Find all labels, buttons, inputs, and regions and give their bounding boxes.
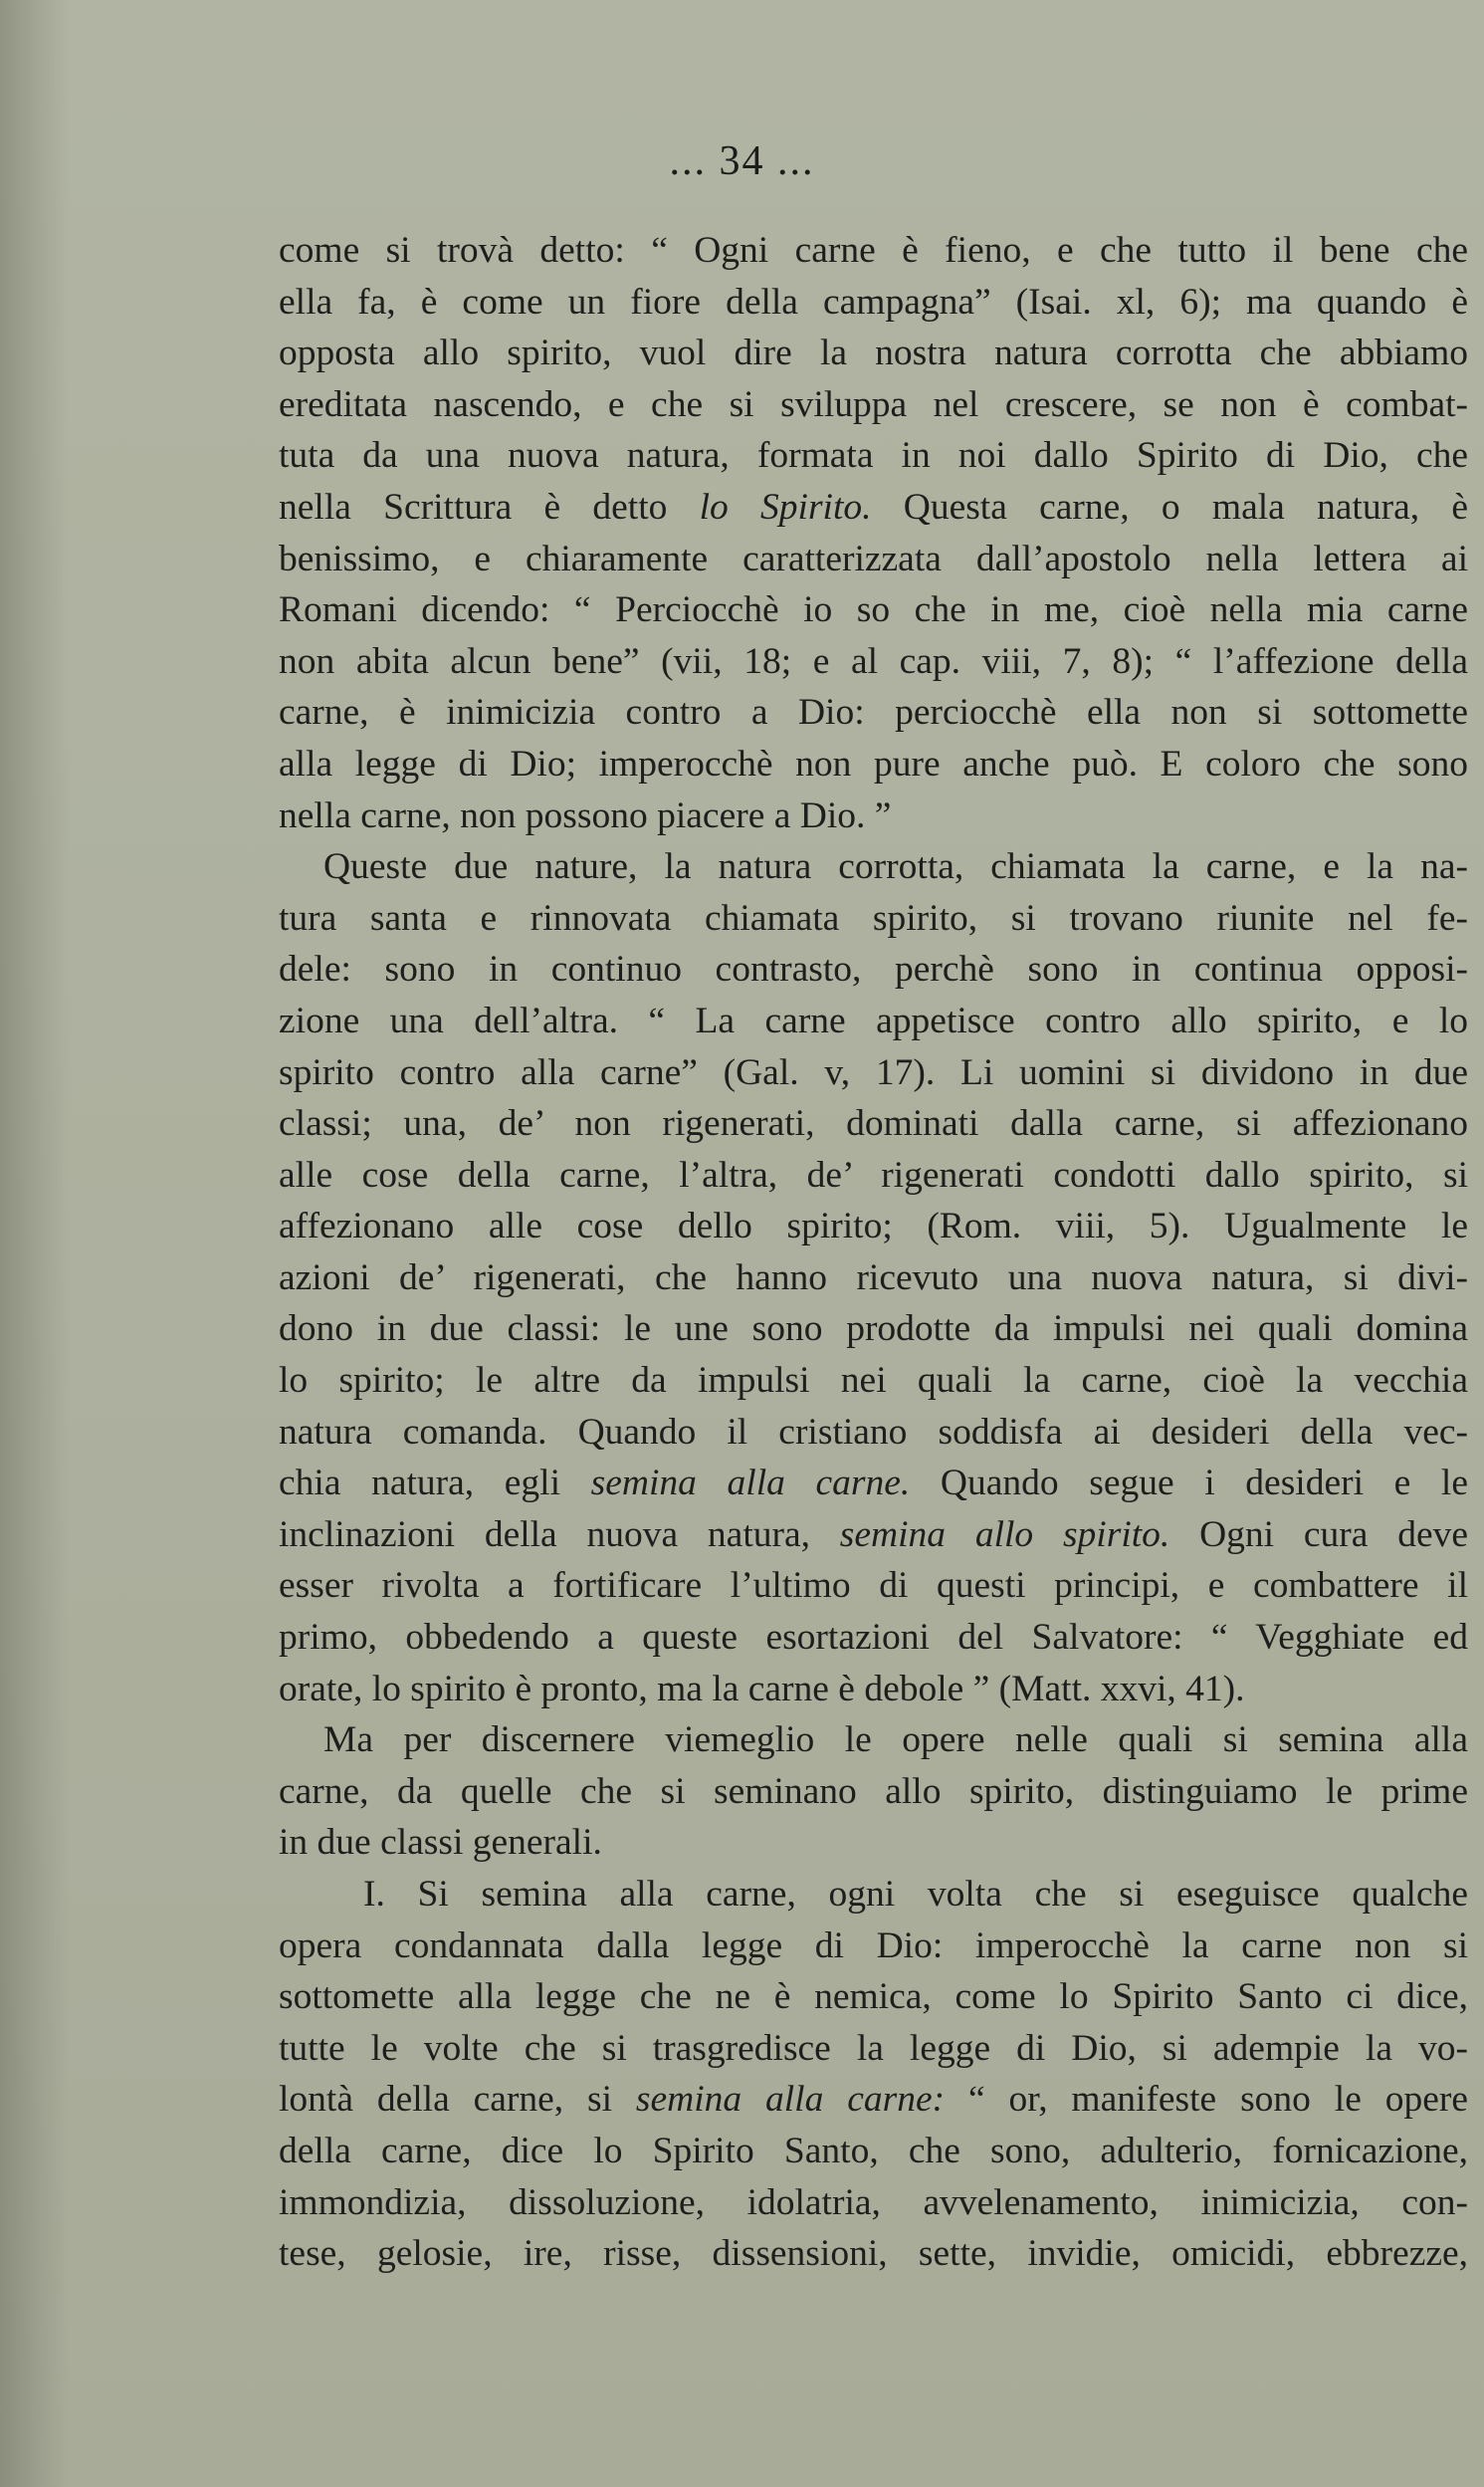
text-line <box>279 482 1468 534</box>
text-line: I. Si semina alla carne, ogni volta che si eseguisce qualche <box>363 1874 1468 1915</box>
text-line: tura santa e rinnovata chiamata spirito, si trovano riunite nel fe- <box>279 897 1468 939</box>
text-line: dono in due classi: le une sono prodotte da impulsi nei quali domina <box>279 1308 1468 1350</box>
italic-text: lo Spirito. <box>699 486 872 528</box>
text-line: immondizia, dissoluzione, idolatria, avvelenamento, inimicizia, con- <box>279 2181 1468 2223</box>
text-line: tuta da una nuova natura, formata in noi dallo Spirito di Dio, che <box>279 435 1468 477</box>
text-line <box>279 1458 1468 1509</box>
text-line: alla legge di Dio; imperocchè non pure anche può. E coloro che sono <box>279 743 1468 785</box>
text-segment: chia natura, egli <box>279 1463 591 1504</box>
text-line: carne, da quelle che si seminano allo spirito, distinguiamo le prime <box>279 1770 1468 1812</box>
text-line: tutte le volte che si trasgredisce la legge di Dio, si adempie la vo- <box>279 2027 1468 2069</box>
text-segment: inclinazioni della nuova natura, <box>279 1513 840 1555</box>
text-line: primo, obbedendo a queste esortazioni del Salvatore: “ Vegghiate ed <box>279 1617 1468 1659</box>
text-line: Queste due nature, la natura corrotta, chiamata la carne, e la na- <box>323 846 1468 888</box>
text-segment: lontà della carne, si <box>279 2079 636 2121</box>
text-segment: Quando segue i desideri e le <box>910 1463 1468 1504</box>
text-segment: Questa carne, o mala natura, è <box>871 486 1468 528</box>
text-line: alle cose della carne, l’altra, de’ rigenerati condotti dallo spirito, si <box>279 1154 1468 1196</box>
text-line: Ma per discernere viemeglio le opere nelle quali si semina alla <box>323 1719 1468 1761</box>
page-gutter-shadow <box>0 0 70 2487</box>
italic-text: semina alla carne: <box>635 2079 946 2121</box>
text-line: carne, è inimicizia contro a Dio: perciocchè ella non si sottomette <box>279 692 1468 734</box>
text-segment: nella Scrittura è detto <box>279 486 700 528</box>
text-line: orate, lo spirito è pronto, ma la carne è debole ” (Matt. xxvi, 41). <box>279 1668 1245 1709</box>
text-line: classi; una, de’ non rigenerati, dominati dalla carne, si affezionano <box>279 1103 1468 1145</box>
text-line: non abita alcun bene” (vii, 18; e al cap. viii, 7, 8); “ l’affezione della <box>279 640 1468 682</box>
body-text <box>279 225 1468 2280</box>
text-line: ereditata nascendo, e che si sviluppa nel crescere, se non è combat- <box>279 383 1468 425</box>
text-line: nella carne, non possono piacere a Dio. ” <box>279 794 892 836</box>
text-line: tese, gelosie, ire, risse, dissensioni, sette, invidie, omicidi, ebbrezze, <box>279 2233 1468 2275</box>
text-line: zione una dell’altra. “ La carne appetisce contro allo spirito, e lo <box>279 1000 1468 1041</box>
text-line: in due classi generali. <box>279 1822 602 1864</box>
text-line: della carne, dice lo Spirito Santo, che sono, adulterio, fornicazione, <box>279 2130 1468 2171</box>
text-line: lo spirito; le altre da impulsi nei quali la carne, cioè la vecchia <box>279 1360 1468 1402</box>
text-line: benissimo, e chiaramente caratterizzata dall’apostolo nella lettera ai <box>279 538 1468 579</box>
page-number: ... 34 ... <box>669 138 815 184</box>
text-line: esser rivolta a fortificare l’ultimo di questi principi, e combattere il <box>279 1565 1468 1607</box>
italic-text: semina alla carne. <box>590 1463 911 1504</box>
text-line <box>279 2074 1468 2126</box>
text-line: opera condannata dalla legge di Dio: imperocchè la carne non si <box>279 1924 1468 1966</box>
text-line: come si trovà detto: “ Ogni carne è fieno, e che tutto il bene che <box>279 230 1468 271</box>
text-line: dele: sono in continuo contrasto, perchè sono in continua opposi- <box>279 949 1468 991</box>
italic-text: semina allo spirito. <box>839 1513 1170 1555</box>
text-line: spirito contro alla carne” (Gal. v, 17). Li uomini si dividono in due <box>279 1051 1468 1093</box>
text-line: azioni de’ rigenerati, che hanno ricevuto una nuova natura, si divi- <box>279 1256 1468 1298</box>
text-segment: “ or, manifeste sono le opere <box>945 2079 1468 2121</box>
text-line: natura comanda. Quando il cristiano soddisfa ai desideri della vec- <box>279 1411 1468 1453</box>
text-line: Romani dicendo: “ Perciocchè io so che in me, cioè nella mia carne <box>279 589 1468 631</box>
text-segment: Ogni cura deve <box>1169 1513 1468 1555</box>
text-line: affezionano alle cose dello spirito; (Rom. viii, 5). Ugualmente le <box>279 1206 1468 1247</box>
text-line: opposta allo spirito, vuol dire la nostra natura corrotta che abbiamo <box>279 333 1468 374</box>
text-line <box>279 1509 1468 1561</box>
text-line: sottomette alla legge che ne è nemica, come lo Spirito Santo ci dice, <box>279 1976 1468 2018</box>
text-line: ella fa, è come un fiore della campagna” (Isai. xl, 6); ma quando è <box>279 281 1468 323</box>
